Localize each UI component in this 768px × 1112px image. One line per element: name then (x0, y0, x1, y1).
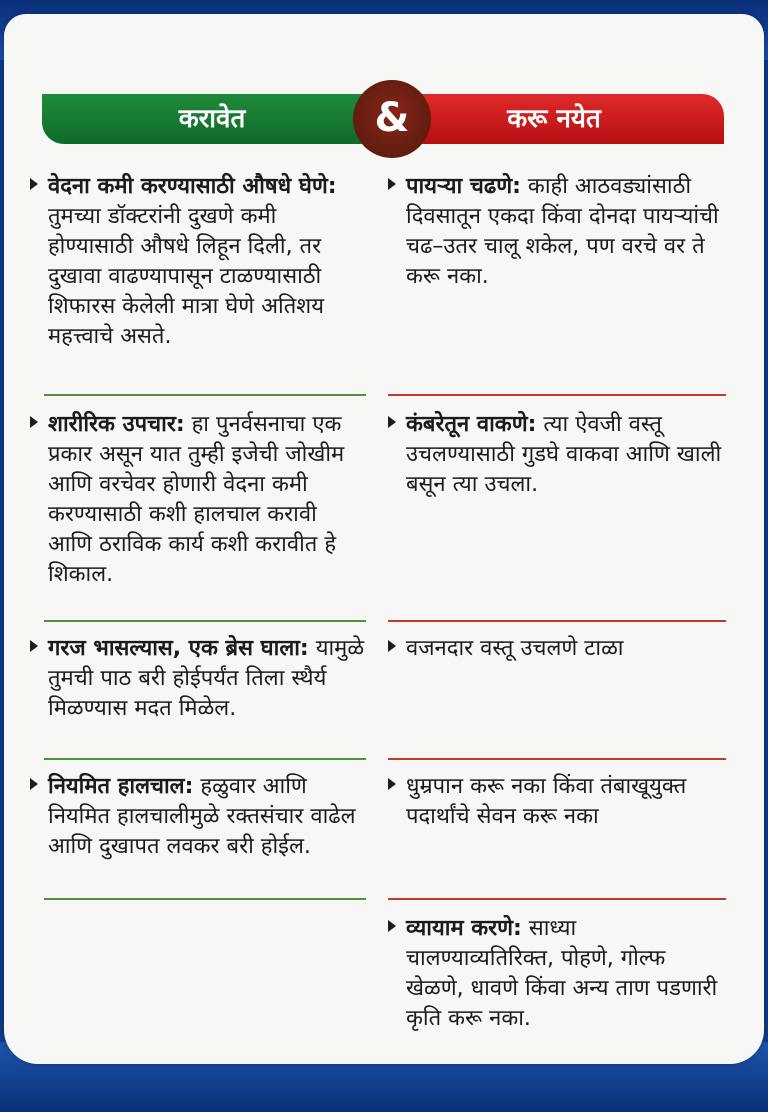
donts-item (388, 634, 726, 664)
divider (44, 898, 366, 900)
divider (388, 620, 726, 622)
donts-heading: करू नयेत (507, 104, 601, 134)
donts-item (388, 172, 726, 292)
dos-item (30, 772, 366, 862)
item-title: कंबरेतून वाकणे: (406, 412, 537, 437)
bullet-arrow-icon (388, 920, 396, 932)
bullet-arrow-icon (30, 640, 38, 652)
donts-item (388, 410, 726, 500)
bullet-arrow-icon (30, 178, 38, 190)
item-title: शारीरिक उपचार: (48, 412, 185, 437)
donts-item (388, 914, 726, 1034)
bullet-arrow-icon (388, 178, 396, 190)
item-title: वेदना कमी करण्यासाठी औषधे घेणे: (48, 174, 337, 199)
bullet-arrow-icon (30, 778, 38, 790)
dos-item (30, 172, 366, 352)
item-body: हळुवार आणि नियमित हालचालीमुळे रक्तसंचार वाढेल आणि दुखापत लवकर बरी होईल. (48, 774, 356, 859)
dos-item (30, 634, 366, 724)
divider (44, 394, 366, 396)
divider (388, 758, 726, 760)
item-body: वजनदार वस्तू उचलणे टाळा (406, 636, 624, 661)
divider (388, 898, 726, 900)
divider (44, 758, 366, 760)
ampersand-badge: & (353, 80, 431, 158)
bullet-arrow-icon (388, 640, 396, 652)
item-body: धुम्रपान करू नका किंवा तंबाखूयुक्त पदार्थांचे सेवन करू नका (406, 774, 687, 829)
item-title: गरज भासल्यास, एक ब्रेस घाला: (48, 636, 309, 661)
item-body: साध्या चालण्याव्यतिरिक्त, पोहणे, गोल्फ खेळणे, धावणे किंवा अन्य ताण पडणारी कृति करू नका. (406, 916, 718, 1031)
bullet-arrow-icon (30, 416, 38, 428)
divider (388, 394, 726, 396)
item-body: हा पुनर्वसनाचा एक प्रकार असून यात तुम्ही इजेची जोखीम आणि वरचेवर होणारी वेदना कमी करण्यासाठी कशी हालचाल करावी आणि ठराविक कार्य कशी करावीत हे शिकाल. (48, 412, 345, 587)
dos-heading: करावेत (178, 104, 246, 134)
item-title: नियमित हालचाल: (48, 774, 194, 799)
bullet-arrow-icon (388, 778, 396, 790)
divider (44, 620, 366, 622)
donts-item (388, 772, 726, 832)
item-body: त्या ऐवजी वस्तू उचलण्यासाठी गुडघे वाकवा आणि खाली बसून त्या उचला. (406, 412, 722, 497)
dos-item (30, 410, 366, 590)
bullet-arrow-icon (388, 416, 396, 428)
item-body: यामुळे तुमची पाठ बरी होईपर्यंत तिला स्थैर्य मिळण्यास मदत मिळेल. (48, 636, 365, 721)
item-title: व्यायाम करणे: (406, 916, 522, 941)
item-title: पायऱ्या चढणे: (406, 174, 521, 199)
item-body: तुमच्या डॉक्टरांनी दुखणे कमी होण्यासाठी औषधे लिहून दिली, तर दुखावा वाढण्यापासून टाळण्यासाठी शिफारस केलेली मात्रा घेणे अतिशय महत्त्वाचे असते. (48, 204, 324, 349)
item-body: काही आठवड्यांसाठी दिवसातून एकदा किंवा दोनदा पायऱ्यांची चढ–उतर चालू शकेल, पण वरचे वर ते करू नका. (406, 174, 719, 289)
dos-donts-banner (42, 94, 724, 144)
